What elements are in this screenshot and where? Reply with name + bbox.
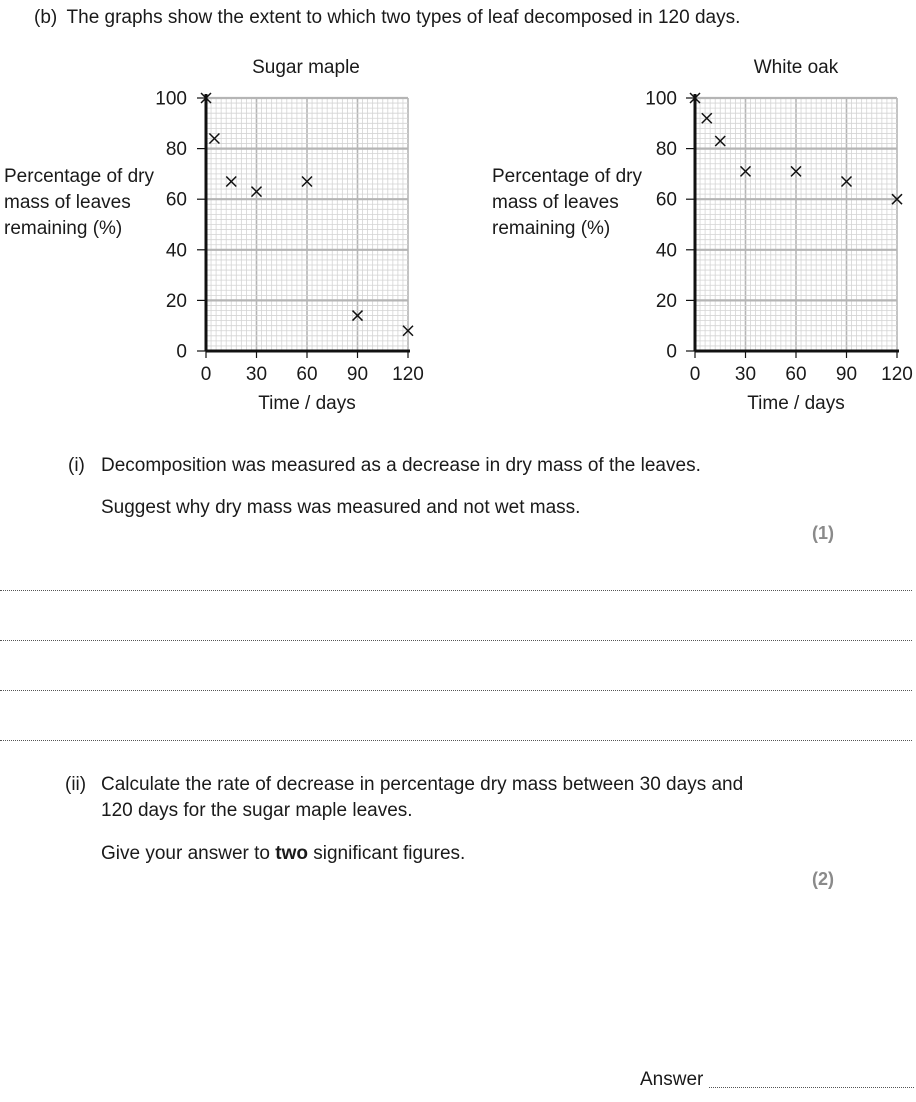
- q1-marks: (1): [812, 523, 834, 543]
- y-axis-label-line: mass of leaves: [4, 192, 131, 213]
- q2-line3: [101, 843, 465, 865]
- answer-input-line[interactable]: [709, 1087, 914, 1088]
- q2-number: (ii): [65, 774, 87, 795]
- y-axis-label-line: Percentage of dry: [492, 166, 642, 187]
- y-tick-label: 0: [666, 341, 677, 363]
- grid: [695, 98, 897, 351]
- y-tick-label: 60: [165, 189, 187, 211]
- charts-figure: [0, 0, 916, 430]
- answer-label: Answer: [640, 1069, 704, 1090]
- grid: [206, 98, 408, 351]
- q1-number: (i): [68, 455, 85, 476]
- chart-title: Sugar maple: [252, 57, 360, 78]
- x-axis-label: Time / days: [747, 393, 845, 414]
- q2-line3-bold: two: [275, 843, 308, 864]
- x-tick-label: 0: [689, 364, 701, 385]
- answer-line-3[interactable]: [0, 690, 912, 691]
- sugar-maple-chart: [4, 57, 424, 414]
- x-tick-label: 60: [785, 364, 807, 385]
- answer-line-2[interactable]: [0, 640, 912, 641]
- q2-line2: 120 days for the sugar maple leaves.: [101, 800, 413, 821]
- x-tick-label: 90: [346, 364, 369, 385]
- white-oak-chart: [492, 57, 913, 414]
- y-tick-label: 100: [645, 88, 677, 110]
- q2-line1: Calculate the rate of decrease in percentage dry mass between 30 days and: [101, 774, 744, 795]
- q1-line1: Decomposition was measured as a decrease in dry mass of the leaves.: [101, 455, 701, 476]
- x-axis-label: Time / days: [258, 393, 356, 414]
- y-tick-label: 20: [655, 290, 677, 312]
- y-tick-label: 100: [155, 88, 187, 110]
- x-tick-label: 0: [200, 364, 212, 385]
- answer-line-1[interactable]: [0, 590, 912, 591]
- x-tick-label: 120: [881, 364, 913, 385]
- q2-line3-pre: Give your answer to: [101, 843, 276, 864]
- y-axis-label-line: mass of leaves: [492, 192, 619, 213]
- y-axis-label-line: remaining (%): [492, 218, 611, 239]
- q2-line3-post: significant figures.: [307, 843, 466, 864]
- y-tick-label: 40: [655, 240, 677, 262]
- x-tick-label: 120: [392, 364, 424, 385]
- y-axis-label-line: Percentage of dry: [4, 166, 154, 187]
- x-tick-label: 60: [296, 364, 318, 385]
- part-label: (b): [34, 7, 58, 28]
- intro-text: The graphs show the extent to which two types of leaf decomposed in 120 days.: [66, 7, 741, 28]
- y-tick-label: 80: [655, 139, 677, 161]
- y-tick-label: 40: [165, 240, 187, 262]
- q2-marks: (2): [812, 869, 834, 889]
- x-tick-label: 90: [835, 364, 858, 385]
- y-tick-label: 80: [165, 139, 187, 161]
- y-tick-label: 20: [165, 290, 187, 312]
- x-tick-label: 30: [734, 364, 757, 385]
- answer-line-4[interactable]: [0, 740, 912, 741]
- q1-line2: Suggest why dry mass was measured and not wet mass.: [101, 497, 581, 518]
- x-tick-label: 30: [245, 364, 268, 385]
- chart-title: White oak: [753, 57, 839, 78]
- y-tick-label: 0: [176, 341, 187, 363]
- y-tick-label: 60: [655, 189, 677, 211]
- y-axis-label-line: remaining (%): [4, 218, 123, 239]
